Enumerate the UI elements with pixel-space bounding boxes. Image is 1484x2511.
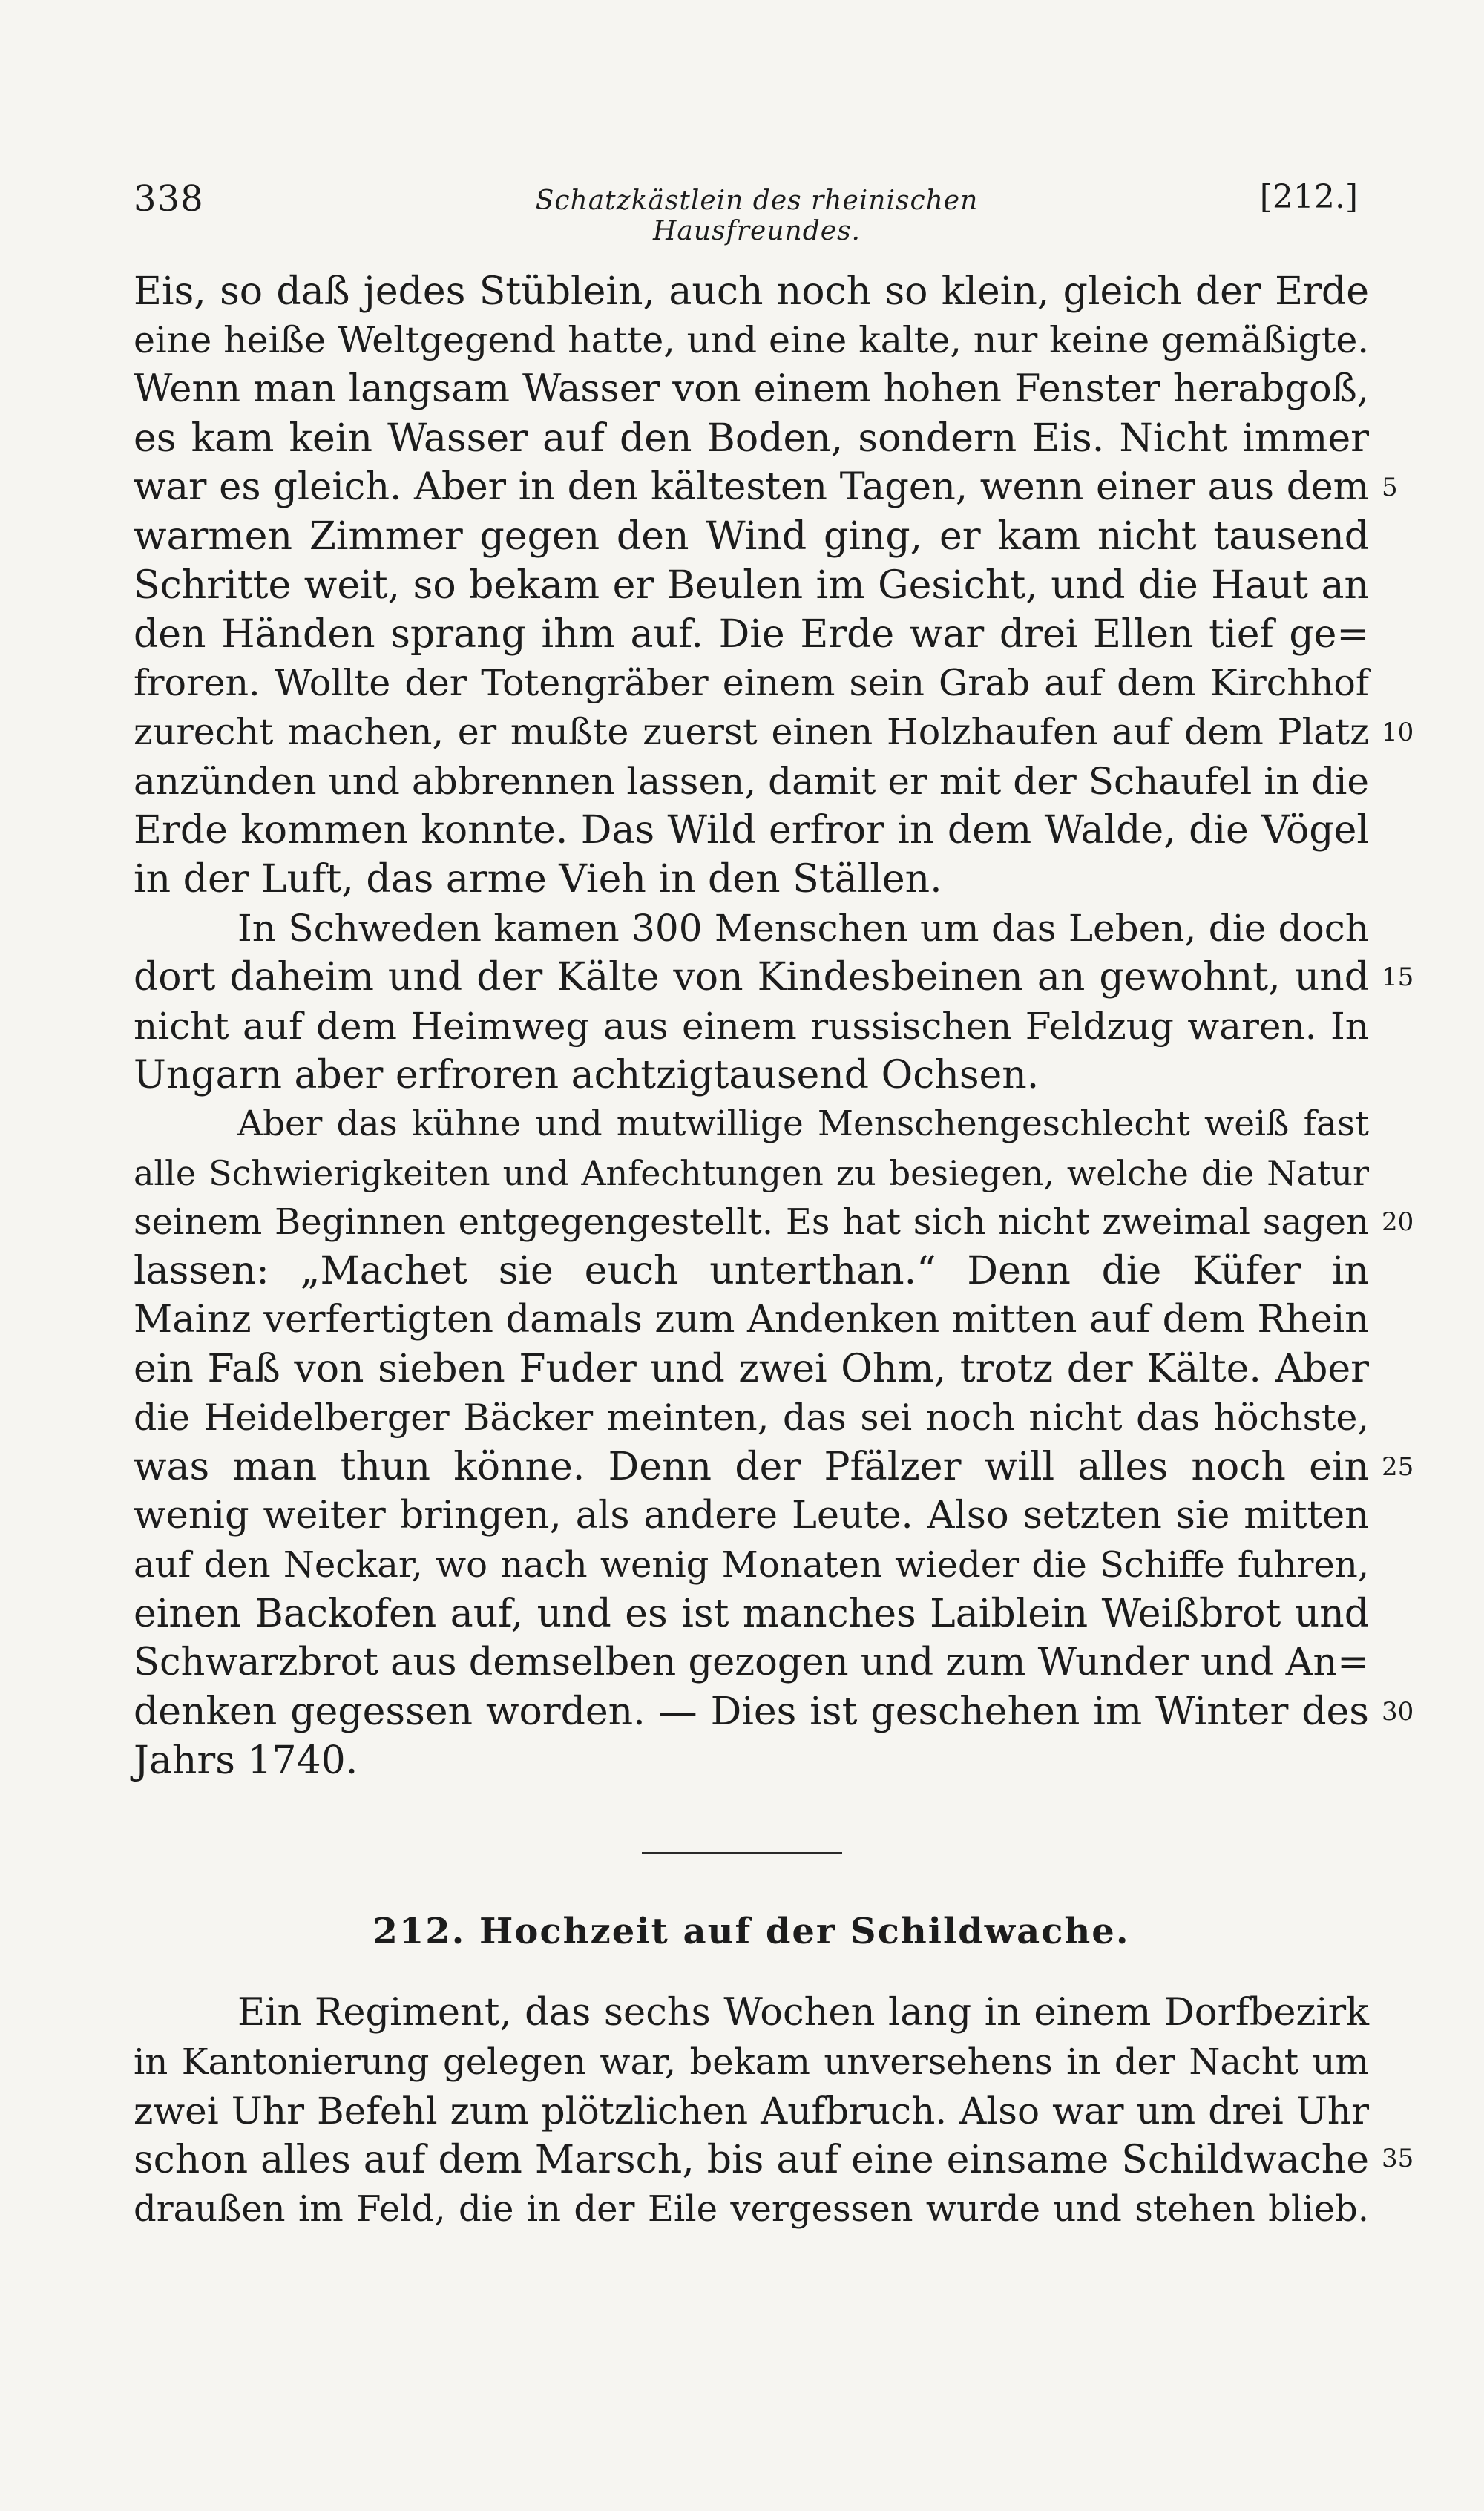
text-line: seinem Beginnen entgegengestellt. Es hat sich nicht zweimal sagen [134,1201,1369,1243]
text-line: lassen: „Machet sie euch unterthan.“ Denn die Küfer in [134,1249,1369,1293]
text-line: was man thun könne. Denn der Pfälzer will alles noch ein [134,1445,1369,1489]
text-line: froren. Wollte der Totengräber einem sein Grab auf dem Kirchhof [134,662,1369,704]
text-line: die Heidelberger Bäcker meinten, das sei noch nicht das höchste, [134,1396,1369,1439]
text-line: Jahrs 1740. [134,1739,358,1783]
text-line: zwei Uhr Befehl zum plötzlichen Aufbruch. Also war um drei Uhr [134,2090,1369,2133]
text-line: Ungarn aber erfroren achtzigtausend Ochsen. [134,1053,1040,1097]
section-reference: [212.] [1259,178,1358,216]
text-line: nicht auf dem Heimweg aus einem russischen Feldzug waren. In [134,1005,1369,1048]
text-line: in der Luft, das arme Vieh in den Ställen. [134,857,942,902]
text-line: wenig weiter bringen, als andere Leute. Also setzten sie mitten [134,1494,1369,1537]
text-line: Schritte weit, so bekam er Beulen im Gesicht, und die Haut an [134,563,1369,608]
line-number: 10 [1382,718,1414,747]
page-number: 338 [134,178,204,220]
text-line: alle Schwierigkeiten und Anfechtungen zu besiegen, welche die Natur [134,1153,1369,1193]
line-number: 20 [1382,1207,1414,1237]
text-line: zurecht machen, er mußte zuerst einen Holzhaufen auf dem Platz [134,711,1369,753]
text-line: den Händen sprang ihm auf. Die Erde war drei Ellen tief ge= [134,612,1369,657]
line-number: 25 [1382,1452,1414,1482]
text-line: warmen Zimmer gegen den Wind ging, er kam nicht tausend [134,514,1369,559]
text-line: Aber das kühne und mutwillige Menschengeschlecht weiß fast [237,1103,1369,1144]
text-line: In Schweden kamen 300 Menschen um das Leben, die doch [237,907,1369,950]
text-line: in Kantonierung gelegen war, bekam unversehens in der Nacht um [134,2041,1369,2083]
page-header [134,178,1365,246]
text-line: dort daheim und der Kälte von Kindesbeinen an gewohnt, und [134,955,1369,1000]
text-line: draußen im Feld, die in der Eile vergessen wurde und stehen blieb. [134,2188,1369,2230]
line-number: 30 [1382,1697,1414,1727]
text-line: Erde kommen konnte. Das Wild erfror in dem Walde, die Vögel [134,808,1369,853]
line-number: 35 [1382,2144,1414,2173]
section-title: 212. Hochzeit auf der Schildwache. [372,1911,1130,1952]
text-line: Mainz verfertigten damals zum Andenken mitten auf dem Rhein [134,1298,1369,1342]
text-line: Wenn man langsam Wasser von einem hohen Fenster herabgoß, [134,367,1369,411]
text-line: Eis, so daß jedes Stüblein, auch noch so klein, gleich der Erde [134,269,1369,314]
section-divider [642,1852,842,1854]
text-line: anzünden und abbrennen lassen, damit er mit der Schaufel in die [134,760,1369,803]
text-line: es kam kein Wasser auf den Boden, sondern Eis. Nicht immer [134,416,1369,461]
text-line: auf den Neckar, wo nach wenig Monaten wieder die Schiffe fuhren, [134,1544,1369,1586]
text-line: ein Faß von sieben Fuder und zwei Ohm, trotz der Kälte. Aber [134,1347,1369,1391]
text-line: eine heiße Weltgegend hatte, und eine kalte, nur keine gemäßigte. [134,319,1369,361]
text-line: einen Backofen auf, und es ist manches Laiblein Weißbrot und [134,1592,1369,1636]
text-line: war es gleich. Aber in den kältesten Tagen, wenn einer aus dem [134,465,1369,509]
text-line: denken gegessen worden. — Dies ist geschehen im Winter des [134,1690,1369,1734]
text-line: Ein Regiment, das sechs Wochen lang in einem Dorfbezirk [237,1991,1369,2035]
line-number: 15 [1382,962,1414,992]
text-line: schon alles auf dem Marsch, bis auf eine einsame Schildwache [134,2138,1369,2182]
text-line: Schwarzbrot aus demselben gezogen und zum Wunder und An= [134,1641,1370,1684]
running-head: Schatzkästlein des rheinischen Hausfreundes. [535,186,979,246]
line-number: 5 [1382,473,1398,502]
